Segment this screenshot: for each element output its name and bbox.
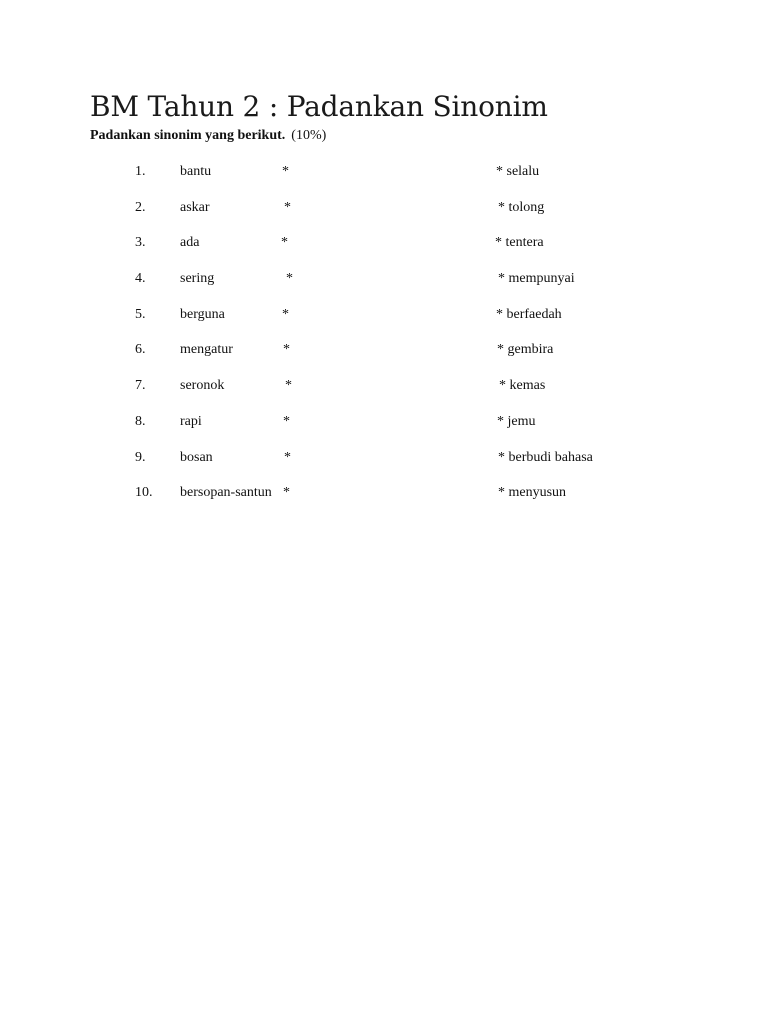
list-item (0, 271, 768, 291)
synonym-option: * gembira (497, 342, 554, 357)
list-item (0, 485, 768, 505)
synonym-option: * menyusun (498, 485, 567, 500)
list-item (0, 200, 768, 220)
left-connector-star: * (283, 342, 290, 357)
list-item (0, 378, 768, 398)
item-number: 5. (135, 307, 146, 322)
synonym-option: * jemu (497, 414, 536, 429)
item-number: 8. (135, 414, 146, 429)
synonym-option: * tolong (498, 200, 545, 215)
left-connector-star: * (281, 235, 288, 250)
item-word: seronok (180, 378, 225, 393)
marks-label: (10%) (291, 128, 327, 143)
item-number: 6. (135, 342, 146, 357)
synonym-option: * selalu (496, 164, 540, 179)
instruction-text: Padankan sinonim yang berikut. (90, 128, 286, 143)
item-number: 10. (135, 485, 153, 500)
instruction-line (90, 128, 326, 144)
synonym-option: * berbudi bahasa (498, 450, 593, 465)
synonym-option: * berfaedah (496, 307, 562, 322)
item-number: 2. (135, 200, 146, 215)
list-item (0, 342, 768, 362)
left-connector-star: * (283, 414, 290, 429)
item-number: 1. (135, 164, 146, 179)
left-connector-star: * (283, 485, 290, 500)
item-number: 7. (135, 378, 146, 393)
item-number: 9. (135, 450, 146, 465)
left-connector-star: * (282, 307, 289, 322)
list-item (0, 450, 768, 470)
left-connector-star: * (284, 200, 291, 215)
item-word: bersopan-santun (180, 485, 272, 500)
item-word: mengatur (180, 342, 233, 357)
item-number: 4. (135, 271, 146, 286)
item-word: askar (180, 200, 210, 215)
synonym-option: * mempunyai (498, 271, 575, 286)
item-word: rapi (180, 414, 202, 429)
list-item (0, 164, 768, 184)
list-item (0, 414, 768, 434)
item-word: berguna (180, 307, 225, 322)
item-word: ada (180, 235, 200, 250)
item-word: bantu (180, 164, 212, 179)
left-connector-star: * (284, 450, 291, 465)
page-title: BM Tahun 2 : Padankan Sinonim (90, 90, 548, 123)
list-item (0, 307, 768, 327)
list-item (0, 235, 768, 255)
left-connector-star: * (285, 378, 292, 393)
left-connector-star: * (286, 271, 293, 286)
synonym-option: * kemas (499, 378, 546, 393)
synonym-option: * tentera (495, 235, 544, 250)
left-connector-star: * (282, 164, 289, 179)
item-word: sering (180, 271, 215, 286)
item-number: 3. (135, 235, 146, 250)
item-word: bosan (180, 450, 213, 465)
